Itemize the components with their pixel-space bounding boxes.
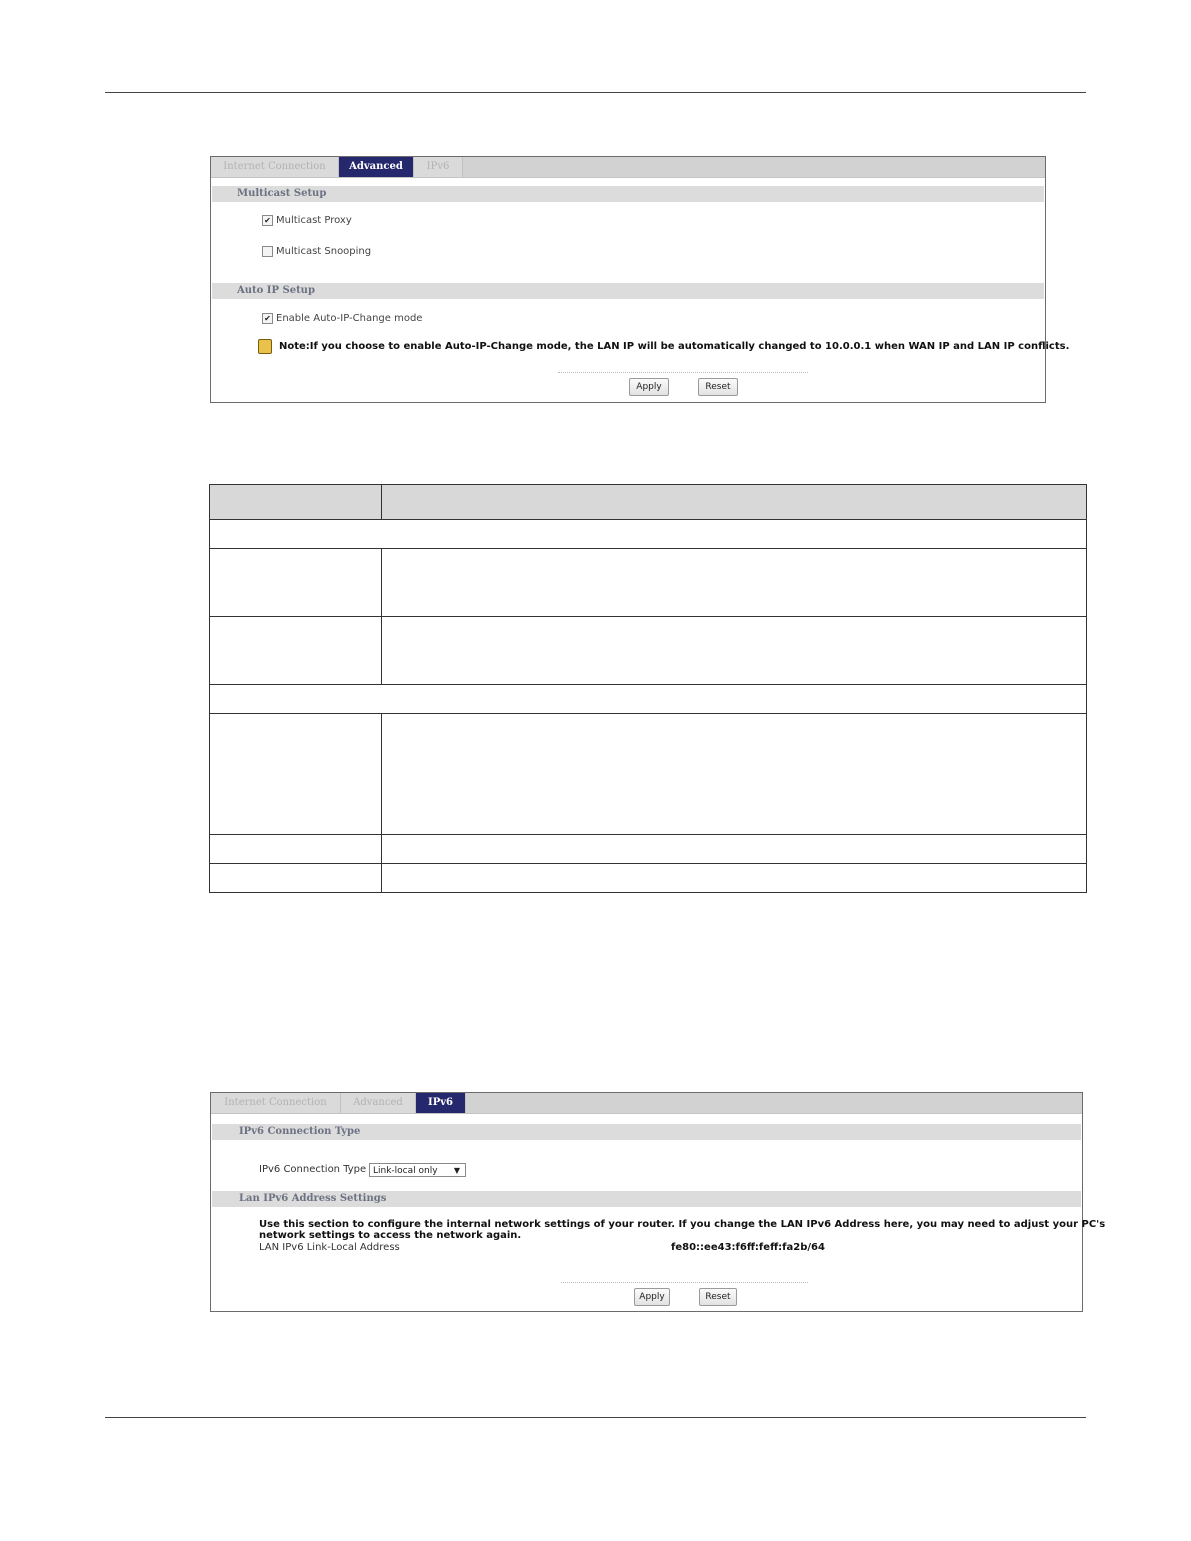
lan-ipv6-link-local-value: fe80::ee43:f6ff:feff:fa2b/64 [671,1242,825,1253]
auto-ip-change-checkbox[interactable]: ✔ [262,313,273,324]
reset-button[interactable]: Reset [699,1288,737,1306]
button-separator [558,372,808,373]
ipv6-connection-type-label: IPv6 Connection Type [259,1164,367,1175]
tab-ipv6[interactable]: IPv6 [416,1093,466,1113]
auto-ip-note [258,339,1069,354]
table-row [210,549,1087,617]
multicast-snooping-row [262,246,371,257]
multicast-snooping-checkbox[interactable] [262,246,273,257]
table-header-row [210,485,1087,520]
table-section-row [210,685,1087,714]
ipv6-settings-panel [210,1092,1106,1312]
tab-internet-connection[interactable]: Internet Connection [211,157,339,177]
multicast-proxy-checkbox[interactable]: ✔ [262,215,273,226]
table-row [210,835,1087,864]
auto-ip-setup-header: Auto IP Setup [212,283,1044,299]
tab-advanced[interactable]: Advanced [339,157,414,177]
apply-button[interactable]: Apply [634,1288,670,1306]
table-row [210,864,1087,893]
table-row [210,714,1087,835]
multicast-proxy-row [262,215,352,226]
auto-ip-change-label: Enable Auto-IP-Change mode [276,313,423,324]
footer-rule [105,1417,1086,1418]
tab-bar [211,157,1045,178]
multicast-snooping-label: Multicast Snooping [276,246,372,257]
ipv6-connection-type-select[interactable] [369,1163,466,1177]
apply-button[interactable]: Apply [629,378,669,396]
tab-ipv6[interactable]: IPv6 [414,157,463,177]
reset-button[interactable]: Reset [698,378,738,396]
field-description-table [209,484,1087,893]
header-rule [105,92,1086,93]
multicast-proxy-label: Multicast Proxy [276,215,352,226]
note-icon [258,339,272,354]
lan-ipv6-description-line2: network settings to access the network again. [259,1230,522,1241]
table-section-row [210,520,1087,549]
multicast-setup-header: Multicast Setup [212,186,1044,202]
lan-ipv6-link-local-label: LAN IPv6 Link-Local Address [259,1242,400,1253]
table-row [210,617,1087,685]
tab-bar [211,1093,1082,1114]
tab-internet-connection[interactable]: Internet Connection [211,1093,341,1113]
auto-ip-note-text: Note:If you choose to enable Auto-IP-Change mode, the LAN IP will be automatically changed to 10.0.0.1 when WAN IP and LAN IP conflicts. [279,341,1070,352]
auto-ip-change-row [262,313,422,324]
chevron-down-icon: ▼ [453,1166,460,1175]
ipv6-connection-type-header: IPv6 Connection Type [212,1124,1081,1140]
advanced-settings-panel [210,156,1070,403]
button-separator [561,1282,808,1283]
ipv6-connection-type-value: Link-local only [373,1166,438,1176]
lan-ipv6-description-line1: Use this section to configure the internal network settings of your router. If you change the LAN IPv6 Address here, you may need to adjust your PC's [259,1219,1106,1230]
tab-advanced[interactable]: Advanced [341,1093,416,1113]
lan-ipv6-address-settings-header: Lan IPv6 Address Settings [212,1191,1081,1207]
